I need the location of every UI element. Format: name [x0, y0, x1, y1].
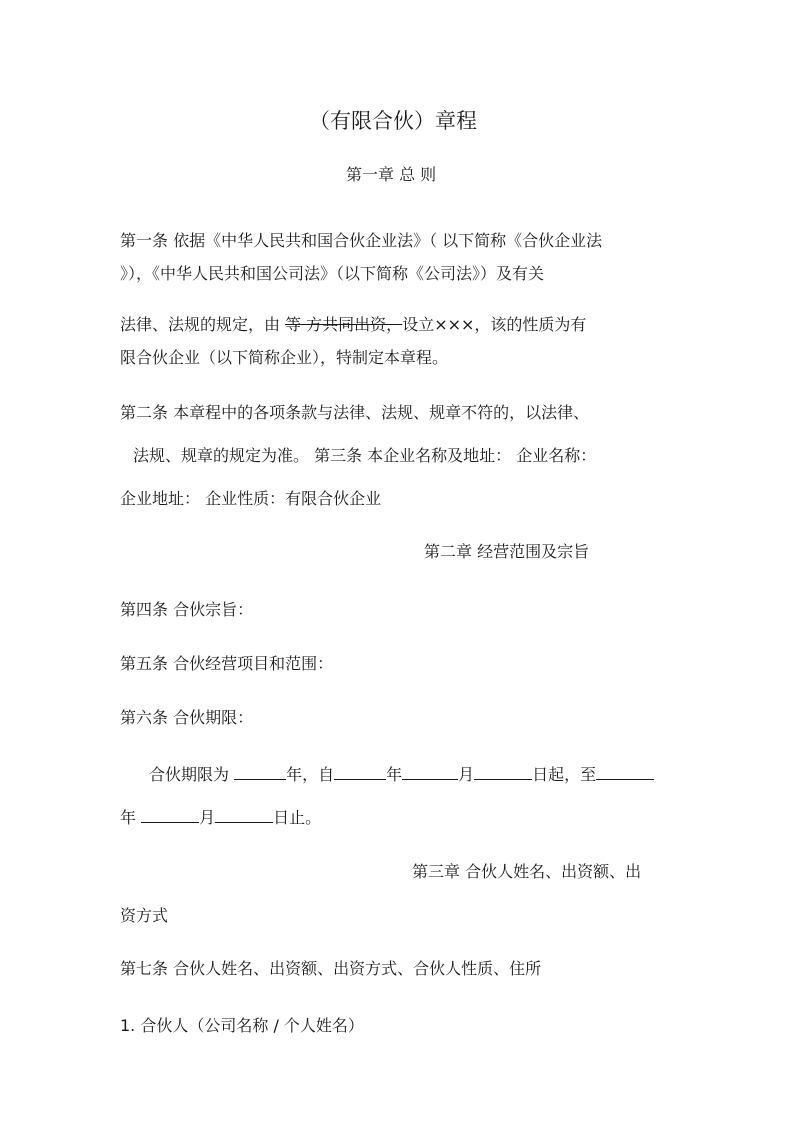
term-line-1 [149, 764, 654, 785]
article-1-line-3 [120, 315, 586, 335]
article-1-line-4: 限合伙企业（以下简称企业），特制定本章程。 [120, 348, 449, 367]
term-text: 日起，至 [532, 765, 597, 784]
blank-start-day [474, 764, 532, 780]
article-7: 第七条 合伙人姓名、出资额、出资方式、合伙人性质、住所 [120, 959, 542, 978]
article-2-line-3: 企业地址： 企业性质：有限合伙企业 [120, 489, 382, 508]
blank-start-month [402, 764, 458, 780]
article-2-line-2: 法规、规章的规定为准。 第三条 本企业名称及地址： 企业名称： [133, 446, 597, 465]
article-1-line-3-start: 法律、法规的规定，由 [120, 315, 286, 334]
article-1-line-2: 》），《中华人民共和国公司法》（以下简称《公司法》）及有关 [120, 264, 545, 283]
document-title: （有限合伙）章程 [309, 109, 477, 133]
term-text: 月 [458, 765, 475, 784]
article-2-line-1: 第二条 本章程中的各项条款与法律、法规、规章不符的，以法律、 [120, 403, 590, 422]
term-text: 年，自 [286, 765, 335, 784]
partner-item-1: 1. 合伙人（公司名称 / 个人姓名） [120, 1016, 364, 1035]
blank-end-day [215, 807, 273, 823]
blank-end-year [596, 764, 654, 780]
term-text: 年 [386, 765, 403, 784]
term-line-2 [120, 807, 321, 828]
chapter-3-heading: 第三章 合伙人姓名、出资额、出 [412, 862, 642, 881]
chapter-1-heading: 第一章 总 则 [346, 165, 437, 184]
blank-years [234, 764, 286, 780]
article-1-line-1: 第一条 依据《中华人民共和国合伙企业法》（ 以下简称《合伙企业法 [120, 231, 603, 250]
term-label: 合伙期限为 [149, 765, 235, 784]
term-text: 日止。 [273, 808, 322, 827]
article-6: 第六条 合伙期限： [120, 708, 254, 727]
struck-text: 等 方共同出资， [285, 315, 403, 334]
blank-start-year [334, 764, 386, 780]
article-4: 第四条 合伙宗旨： [120, 600, 254, 619]
term-text: 月 [199, 808, 216, 827]
chapter-2-heading: 第二章 经营范围及宗旨 [424, 542, 590, 561]
article-5: 第五条 合伙经营项目和范围： [120, 654, 334, 673]
term-text: 年 [120, 808, 142, 827]
chapter-3-heading-cont: 资方式 [120, 906, 169, 925]
article-1-line-3-end: 设立×××，该的性质为有 [402, 315, 587, 334]
blank-end-month [141, 807, 199, 823]
